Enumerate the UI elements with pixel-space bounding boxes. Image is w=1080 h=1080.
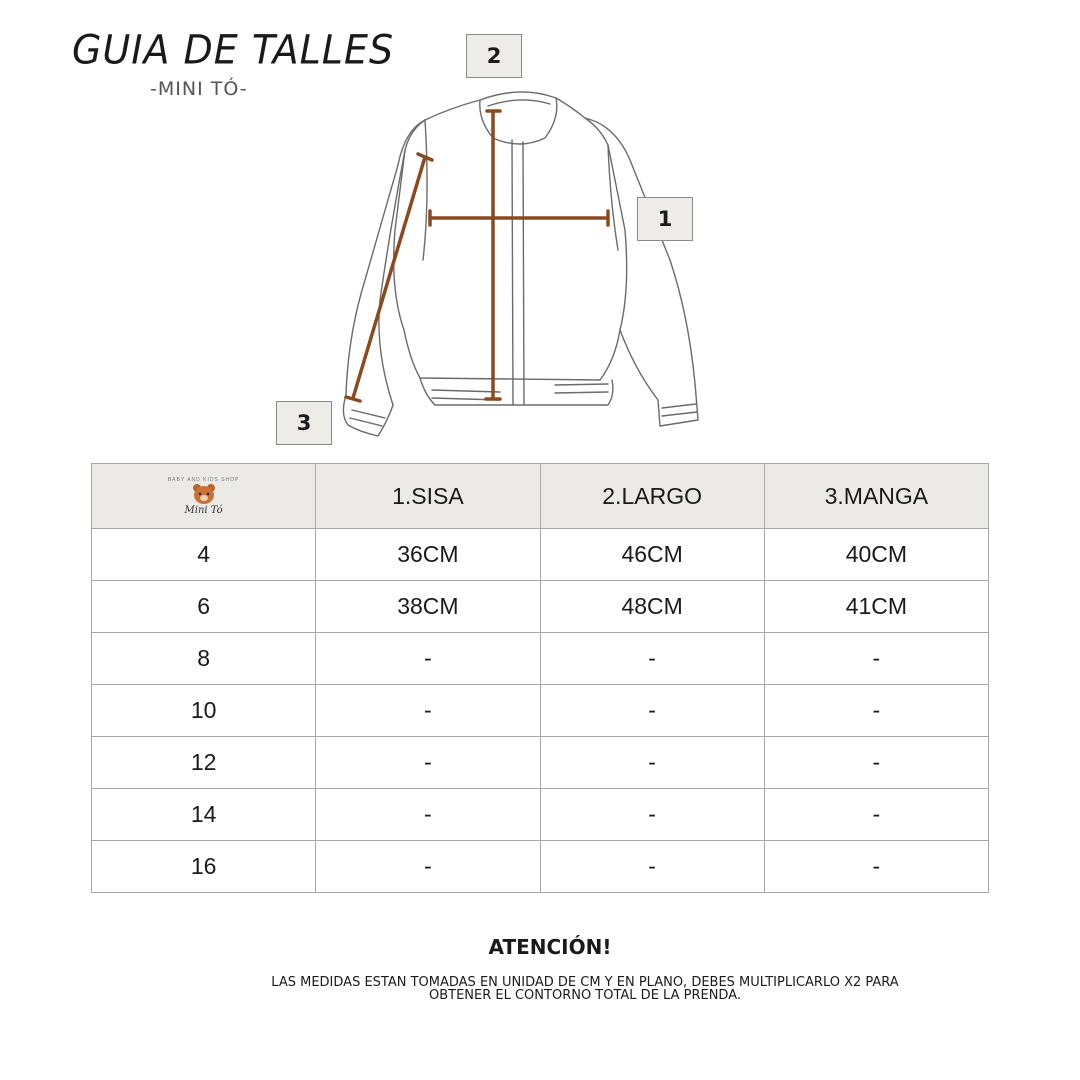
size-cell: 12 — [92, 737, 316, 789]
sisa-cell: - — [316, 737, 540, 789]
notice-line-2: OBTENER EL CONTORNO TOTAL DE LA PRENDA. — [428, 988, 741, 1003]
size-cell: 14 — [92, 789, 316, 841]
measure-label-2: 2 — [466, 34, 522, 78]
sisa-cell: - — [316, 685, 540, 737]
notice-text — [225, 976, 945, 1002]
measure-line-manga — [353, 157, 425, 398]
table-row — [92, 633, 989, 685]
sisa-cell: - — [316, 841, 540, 893]
table-row — [92, 841, 989, 893]
table-header-row — [92, 464, 989, 529]
sisa-cell: - — [316, 633, 540, 685]
measure-lines — [346, 111, 608, 401]
brand-subtitle: -MINI TÓ- — [150, 78, 248, 100]
jacket-diagram — [330, 80, 710, 450]
table-row — [92, 685, 989, 737]
header-sisa: 1.SISA — [316, 464, 540, 529]
measure-label-3: 3 — [276, 401, 332, 445]
table-row — [92, 529, 989, 581]
size-cell: 6 — [92, 581, 316, 633]
sisa-cell: 36CM — [316, 529, 540, 581]
manga-cell: - — [764, 841, 988, 893]
brand-logo — [92, 477, 315, 516]
table-row — [92, 737, 989, 789]
largo-cell: 46CM — [540, 529, 764, 581]
measure-label-1: 1 — [637, 197, 693, 241]
size-table — [91, 463, 989, 893]
largo-cell: - — [540, 633, 764, 685]
notice-title: ATENCIÓN! — [488, 935, 612, 959]
logo-cell — [92, 464, 316, 529]
table-row — [92, 789, 989, 841]
largo-cell: - — [540, 789, 764, 841]
manga-cell: 40CM — [764, 529, 988, 581]
size-cell: 4 — [92, 529, 316, 581]
header-manga: 3.MANGA — [764, 464, 988, 529]
size-cell: 16 — [92, 841, 316, 893]
largo-cell: - — [540, 737, 764, 789]
largo-cell: - — [540, 841, 764, 893]
largo-cell: - — [540, 685, 764, 737]
logo-tagline: BABY AND KIDS SHOP — [167, 476, 240, 483]
manga-cell: - — [764, 737, 988, 789]
manga-cell: - — [764, 685, 988, 737]
sisa-cell: - — [316, 789, 540, 841]
manga-cell: 41CM — [764, 581, 988, 633]
logo-name: Mini Tó — [184, 504, 223, 516]
size-cell: 8 — [92, 633, 316, 685]
page-title: GUIA DE TALLES — [72, 26, 395, 74]
largo-cell: 48CM — [540, 581, 764, 633]
notice-line-1: LAS MEDIDAS ESTAN TOMADAS EN UNIDAD DE CM Y EN PLANO, DEBES MULTIPLICARLO X2 PARA — [271, 975, 899, 990]
jacket-outline — [343, 92, 698, 436]
table-row — [92, 581, 989, 633]
manga-cell: - — [764, 789, 988, 841]
sisa-cell: 38CM — [316, 581, 540, 633]
bear-icon — [191, 483, 217, 505]
size-cell: 10 — [92, 685, 316, 737]
header-largo: 2.LARGO — [540, 464, 764, 529]
manga-cell: - — [764, 633, 988, 685]
